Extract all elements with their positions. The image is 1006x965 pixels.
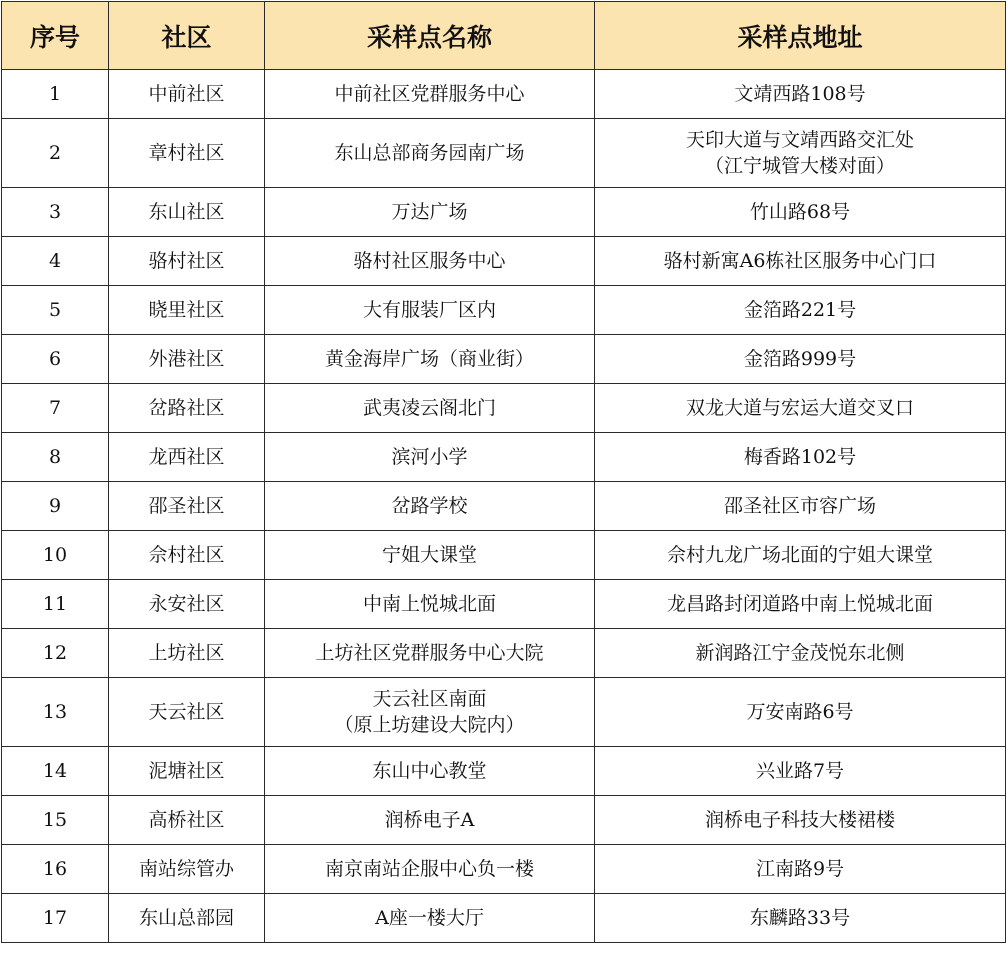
cell-site-name-line: 上坊社区党群服务中心大院 [315,642,544,664]
cell-site-name [265,119,595,188]
cell-site-name-line: 天云社区南面 [372,688,487,710]
cell-no: 6 [2,335,109,384]
cell-site-address-line: 龙昌路封闭道路中南上悦城北面 [666,593,933,615]
cell-site-name-line: （原上坊建设大院内） [334,714,525,736]
cell-site-address-line: （江宁城管大楼对面） [704,155,895,177]
cell-site-address [595,119,1006,188]
table-row [2,482,1006,531]
cell-site-address-line: 润桥电子科技大楼裙楼 [704,809,895,831]
header-site-address: 采样点地址 [595,2,1006,70]
table-row [2,119,1006,188]
cell-site-name-line: A座一楼大厅 [375,907,484,929]
cell-site-address [595,678,1006,747]
cell-no: 11 [2,580,109,629]
cell-site-name [265,845,595,894]
table-body [2,70,1006,943]
cell-community: 晓里社区 [109,286,265,335]
cell-site-name [265,384,595,433]
cell-no: 17 [2,894,109,943]
cell-site-address [595,796,1006,845]
table-row [2,237,1006,286]
cell-site-address-line: 双龙大道与宏运大道交叉口 [685,397,914,419]
cell-site-address [595,894,1006,943]
table-row [2,286,1006,335]
cell-site-address [595,433,1006,482]
cell-site-name [265,894,595,943]
cell-no: 7 [2,384,109,433]
cell-no: 12 [2,629,109,678]
table-row [2,531,1006,580]
table-row [2,796,1006,845]
cell-site-address-line: 邵圣社区市容广场 [723,495,876,517]
table-row [2,747,1006,796]
cell-site-name-line: 武夷凌云阁北门 [362,397,496,419]
cell-no: 5 [2,286,109,335]
cell-no: 3 [2,188,109,237]
cell-site-address [595,286,1006,335]
header-community: 社区 [109,2,265,70]
cell-no: 4 [2,237,109,286]
cell-no: 13 [2,678,109,747]
cell-site-address-line: 文靖西路108号 [734,83,866,105]
cell-site-address [595,580,1006,629]
header-no: 序号 [2,2,109,70]
cell-site-name [265,433,595,482]
cell-no: 15 [2,796,109,845]
cell-community: 高桥社区 [109,796,265,845]
cell-site-address-line: 兴业路7号 [755,760,845,782]
cell-no: 2 [2,119,109,188]
table-header-row [2,2,1006,70]
cell-site-name [265,796,595,845]
cell-site-address [595,482,1006,531]
cell-site-address-line: 万安南路6号 [746,701,854,723]
cell-site-address [595,237,1006,286]
cell-site-address [595,384,1006,433]
cell-community: 泥塘社区 [109,747,265,796]
cell-site-name [265,188,595,237]
cell-no: 16 [2,845,109,894]
cell-site-address-line: 骆村新寓A6栋社区服务中心门口 [663,250,937,272]
table-row [2,580,1006,629]
cell-no: 10 [2,531,109,580]
cell-site-name-line: 大有服装厂区内 [362,299,496,321]
cell-community: 岔路社区 [109,384,265,433]
cell-site-name-line: 南京南站企服中心负一楼 [324,858,534,880]
cell-site-address-line: 竹山路68号 [749,201,851,223]
cell-site-address [595,747,1006,796]
cell-no: 9 [2,482,109,531]
cell-site-name [265,237,595,286]
table-row [2,845,1006,894]
cell-site-name-line: 万达广场 [391,201,468,223]
cell-site-name-line: 骆村社区服务中心 [353,250,506,272]
cell-site-name [265,531,595,580]
cell-site-name [265,678,595,747]
cell-site-name-line: 岔路学校 [391,495,468,517]
cell-community: 东山总部园 [109,894,265,943]
cell-community: 上坊社区 [109,629,265,678]
cell-site-address-line: 江南路9号 [755,858,845,880]
cell-site-address-line: 东麟路33号 [749,907,851,929]
table-row [2,70,1006,119]
cell-site-address [595,845,1006,894]
cell-site-address-line: 梅香路102号 [743,446,857,468]
table-row [2,433,1006,482]
cell-community: 外港社区 [109,335,265,384]
cell-site-address-line: 天印大道与文靖西路交汇处 [685,129,914,151]
cell-community: 东山社区 [109,188,265,237]
cell-community: 中前社区 [109,70,265,119]
cell-site-name [265,335,595,384]
cell-site-address [595,335,1006,384]
cell-community: 章村社区 [109,119,265,188]
cell-site-name [265,482,595,531]
cell-no: 8 [2,433,109,482]
cell-site-address-line: 金箔路999号 [743,348,857,370]
cell-site-name [265,286,595,335]
table-row [2,335,1006,384]
cell-site-name [265,747,595,796]
cell-site-name-line: 东山中心教堂 [372,760,487,782]
cell-site-name-line: 中前社区党群服务中心 [334,83,525,105]
cell-site-name-line: 东山总部商务园南广场 [334,142,525,164]
cell-site-name-line: 黄金海岸广场（商业街） [324,348,534,370]
cell-site-address [595,629,1006,678]
table-row [2,384,1006,433]
cell-site-address [595,531,1006,580]
table-row [2,894,1006,943]
cell-community: 龙西社区 [109,433,265,482]
cell-site-name-line: 宁姐大课堂 [381,544,477,566]
header-site-name: 采样点名称 [265,2,595,70]
cell-no: 1 [2,70,109,119]
cell-community: 天云社区 [109,678,265,747]
cell-site-address [595,70,1006,119]
cell-community: 佘村社区 [109,531,265,580]
cell-site-name-line: 中南上悦城北面 [362,593,496,615]
cell-community: 骆村社区 [109,237,265,286]
cell-community: 南站综管办 [109,845,265,894]
cell-community: 邵圣社区 [109,482,265,531]
sampling-sites-table [1,1,1006,943]
cell-no: 14 [2,747,109,796]
cell-community: 永安社区 [109,580,265,629]
cell-site-name [265,70,595,119]
cell-site-address-line: 新润路江宁金茂悦东北侧 [695,642,905,664]
cell-site-name [265,629,595,678]
table-row [2,629,1006,678]
cell-site-address-line: 金箔路221号 [743,299,857,321]
cell-site-name-line: 滨河小学 [391,446,468,468]
cell-site-name [265,580,595,629]
table-row [2,188,1006,237]
cell-site-address [595,188,1006,237]
cell-site-name-line: 润桥电子A [384,809,475,831]
table-row [2,678,1006,747]
cell-site-address-line: 佘村九龙广场北面的宁姐大课堂 [666,544,933,566]
